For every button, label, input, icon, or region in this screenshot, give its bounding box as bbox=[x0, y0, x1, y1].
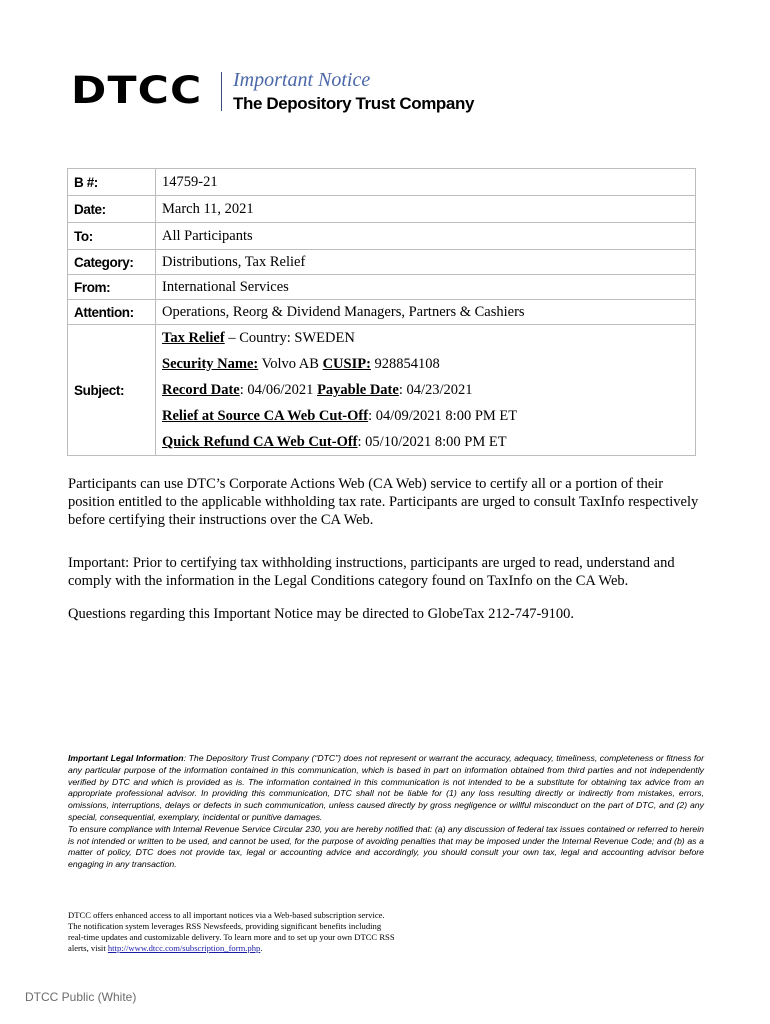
record-date-value: : 04/06/2021 bbox=[239, 382, 318, 398]
payable-date-value: : 04/23/2021 bbox=[398, 382, 473, 398]
legal-text-circular-230: To ensure compliance with Internal Revenue Service Circular 230, you are hereby notified that: (a) any discussion of federal tax issues contained or referred to herein is not intended or written to be used, and cannot be used, for the purpose of avoiding penalties that may be imposed under the Internal Revenue Code; and (b) as a matter of policy, DTC does not provide tax, legal or accounting advice and accordingly, you should consult your own tax, legal and accounting advisor before engaging in any transaction. bbox=[68, 823, 704, 870]
subscription-info bbox=[68, 910, 448, 954]
cusip-label: CUSIP: bbox=[322, 356, 371, 372]
security-name-label: Security Name: bbox=[162, 356, 259, 372]
cusip-value: 928854108 bbox=[370, 356, 440, 372]
body-paragraph-important: Important: Prior to certifying tax withholding instructions, participants are urged to read, understand and comply with the information in the Legal Conditions category found on TaxInfo on the CA Web. bbox=[68, 555, 675, 589]
date-label: Date: bbox=[68, 196, 156, 223]
attention-label: Attention: bbox=[68, 300, 156, 325]
info-row-from bbox=[68, 275, 696, 300]
to-value: All Participants bbox=[156, 223, 696, 250]
legal-text-disclaimer: : The Depository Trust Company (“DTC”) does not represent or warrant the accuracy, adequacy, timeliness, completeness or fitness for any particular purpose of the information contained in this communication, which is based in part on information obtained from third parties and not independently verified by DTC and which is provided as is. The information contained in this communication is not intended to be a substitute for obtaining tax advice from an appropriate professional advisor. In providing this communication, DTC shall not be liable for (1) any loss resulting directly or indirectly from mistakes, errors, omissions, interruptions, delays or defects in such communication, unless caused directly by gross negligence or willful misconduct on the part of DTC, and (2) any special, consequential, exemplary, incidental or punitive damages. bbox=[68, 753, 704, 822]
info-row-b-number bbox=[68, 169, 696, 196]
from-value: International Services bbox=[156, 275, 696, 300]
tax-relief-label: Tax Relief bbox=[162, 330, 225, 346]
relief-cutoff-value: : 04/09/2021 8:00 PM ET bbox=[368, 408, 518, 424]
info-row-date bbox=[68, 196, 696, 223]
quick-refund-value: : 05/10/2021 8:00 PM ET bbox=[357, 434, 507, 450]
date-value: March 11, 2021 bbox=[156, 196, 696, 223]
subject-quick-refund bbox=[162, 429, 689, 455]
body-paragraph-questions: Questions regarding this Important Notice may be directed to GlobeTax 212-747-9100. bbox=[68, 606, 574, 622]
info-row-subject bbox=[68, 325, 696, 456]
body-paragraph-ca-web: Participants can use DTC’s Corporate Actions Web (CA Web) service to certify all or a portion of their position entitled to the applicable withholding tax rate. Participants are urged to consult TaxInfo respectively before certifying their instructions over the CA Web. bbox=[68, 476, 699, 528]
from-label: From: bbox=[68, 275, 156, 300]
security-name-value: Volvo AB bbox=[258, 356, 323, 372]
category-value: Distributions, Tax Relief bbox=[156, 250, 696, 275]
to-label: To: bbox=[68, 223, 156, 250]
payable-date-label: Payable Date bbox=[317, 382, 399, 398]
subject-relief-cutoff bbox=[162, 403, 689, 429]
subscription-line-3: real-time updates and customizable delivery. To learn more and to set up your own DTCC RSS bbox=[68, 932, 395, 942]
record-date-label: Record Date bbox=[162, 382, 240, 398]
subscription-link[interactable]: http://www.dtcc.com/subscription_form.php bbox=[107, 943, 261, 953]
info-row-to bbox=[68, 223, 696, 250]
header-divider bbox=[221, 72, 222, 111]
legal-information bbox=[68, 753, 704, 871]
notice-info-table bbox=[67, 168, 696, 456]
subscription-line-1: DTCC offers enhanced access to all important notices via a Web-based subscription service. bbox=[68, 910, 385, 920]
company-name: The Depository Trust Company bbox=[233, 94, 475, 113]
classification-footer: DTCC Public (White) bbox=[25, 990, 137, 1004]
quick-refund-label: Quick Refund CA Web Cut-Off bbox=[162, 434, 358, 450]
subscription-line-2: The notification system leverages RSS Newsfeeds, providing significant benefits including bbox=[68, 921, 382, 931]
relief-cutoff-label: Relief at Source CA Web Cut-Off bbox=[162, 408, 369, 424]
legal-heading: Important Legal Information bbox=[68, 753, 184, 763]
tax-relief-value: – Country: SWEDEN bbox=[224, 330, 355, 346]
category-label: Category: bbox=[68, 250, 156, 275]
subject-value bbox=[156, 325, 696, 456]
subject-tax-relief bbox=[162, 325, 689, 351]
subject-label: Subject: bbox=[68, 325, 156, 456]
info-row-attention bbox=[68, 300, 696, 325]
b-number-label: B #: bbox=[68, 169, 156, 196]
dtcc-logo: DTCC bbox=[71, 69, 203, 112]
subject-security bbox=[162, 351, 689, 377]
notice-title: Important Notice bbox=[233, 69, 371, 91]
subscription-line-4: alerts, visit bbox=[68, 943, 108, 953]
subject-dates bbox=[162, 377, 689, 403]
attention-value: Operations, Reorg & Dividend Managers, Partners & Cashiers bbox=[156, 300, 696, 325]
b-number-value: 14759-21 bbox=[156, 169, 696, 196]
info-row-category bbox=[68, 250, 696, 275]
subscription-line-4-end: . bbox=[260, 943, 263, 953]
